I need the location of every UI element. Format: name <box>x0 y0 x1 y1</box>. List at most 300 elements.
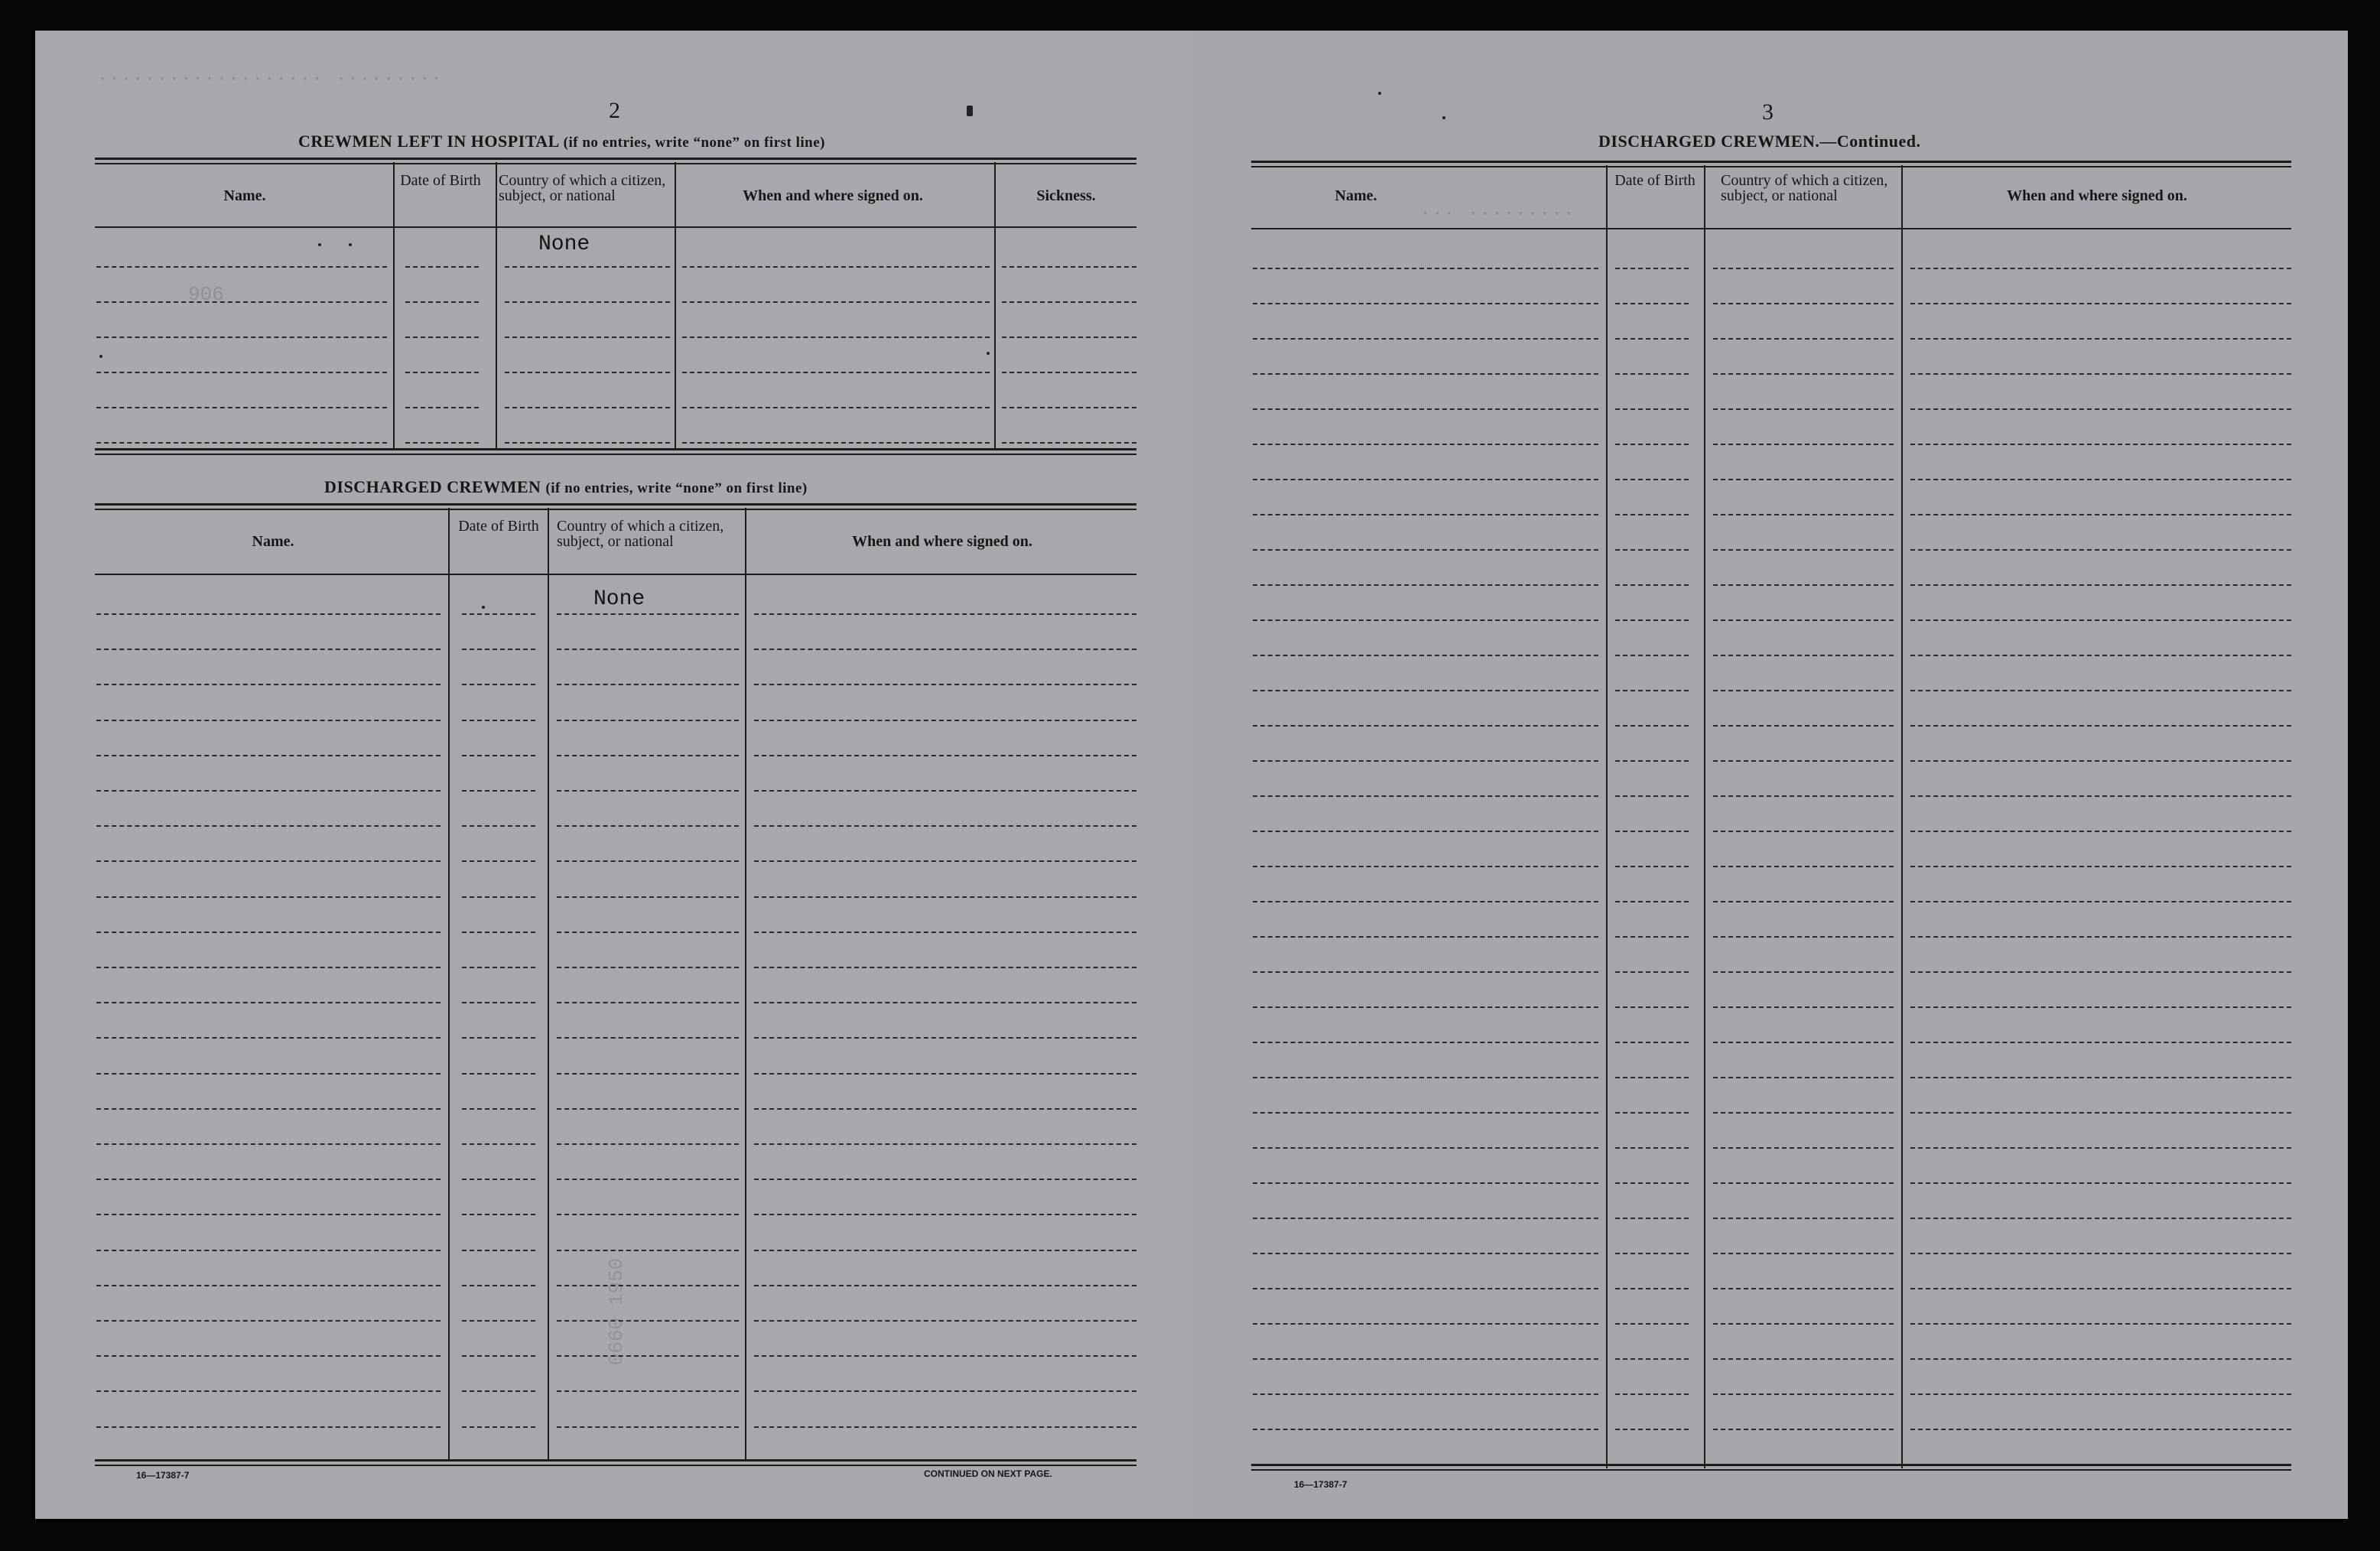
entry-line <box>1002 442 1136 444</box>
entry-line <box>462 649 535 650</box>
discharged-top-rule <box>95 503 1136 506</box>
entry-line <box>1713 936 1894 938</box>
entry-line <box>1615 549 1689 551</box>
entry-line <box>1713 1393 1894 1395</box>
entry-line <box>96 684 441 685</box>
entry-line <box>405 337 479 338</box>
discharged-divider <box>745 508 746 1461</box>
entry-line <box>1253 760 1598 762</box>
entry-line <box>1615 619 1689 621</box>
entry-line <box>1253 795 1598 797</box>
entry-line <box>462 1355 535 1357</box>
entry-line <box>462 684 535 685</box>
entry-line <box>682 337 990 338</box>
entry-line <box>505 301 670 303</box>
entry-line <box>754 932 1136 933</box>
entry-line <box>96 613 441 615</box>
entry-line <box>1615 1288 1689 1289</box>
entry-line <box>462 790 535 792</box>
entry-line <box>1253 1323 1598 1325</box>
entry-line <box>1253 1288 1598 1289</box>
entry-line <box>1713 1147 1894 1149</box>
ink-speck <box>1378 92 1381 95</box>
entry-line <box>557 1002 739 1003</box>
entry-line <box>1910 479 2291 480</box>
entry-line <box>505 372 670 373</box>
entry-line <box>754 1250 1136 1251</box>
continued-header-rule <box>1251 228 2291 229</box>
entry-line <box>1615 1218 1689 1219</box>
discharged-divider <box>448 508 450 1461</box>
entry-line <box>1002 337 1136 338</box>
entry-line <box>1713 831 1894 832</box>
entry-line <box>1713 1253 1894 1254</box>
entry-line <box>96 442 387 444</box>
entry-line <box>557 649 739 650</box>
entry-line <box>1713 444 1894 445</box>
entry-line <box>557 1179 739 1180</box>
entry-line <box>1253 303 1598 304</box>
entry-line <box>1910 444 2291 445</box>
entry-line <box>462 860 535 862</box>
form-number: 16—17387-7 <box>136 1470 190 1481</box>
entry-line <box>754 1002 1136 1003</box>
entry-line <box>1910 338 2291 340</box>
entry-line <box>1253 831 1598 832</box>
entry-line <box>1253 584 1598 586</box>
entry-line <box>1713 1112 1894 1114</box>
entry-line <box>1615 1112 1689 1114</box>
entry-line <box>1910 795 2291 797</box>
entry-line <box>1615 1147 1689 1149</box>
entry-line <box>754 860 1136 862</box>
entry-line <box>1615 479 1689 480</box>
entry-line <box>96 1355 441 1357</box>
entry-line <box>1910 971 2291 973</box>
entry-line <box>557 825 739 827</box>
discharged-header-rule <box>95 574 1136 575</box>
entry-line <box>405 266 479 268</box>
entry-line <box>1615 901 1689 902</box>
entry-line <box>1615 936 1689 938</box>
entry-line <box>1253 1147 1598 1149</box>
entry-line <box>1615 1042 1689 1043</box>
entry-line <box>1910 1112 2291 1114</box>
entry-line <box>1910 866 2291 867</box>
entry-line <box>1713 1006 1894 1008</box>
entry-line <box>1253 725 1598 727</box>
entry-line <box>1713 373 1894 375</box>
entry-line <box>96 1037 441 1039</box>
entry-line <box>462 896 535 898</box>
page-number: 3 <box>1762 99 1774 125</box>
entry-line <box>1713 303 1894 304</box>
entry-line <box>557 1037 739 1039</box>
entry-line <box>462 1214 535 1215</box>
entry-line <box>557 1390 739 1392</box>
entry-line <box>1253 479 1598 480</box>
entry-line <box>1615 444 1689 445</box>
entry-line <box>1253 268 1598 269</box>
entry-line <box>1002 301 1136 303</box>
entry-line <box>1615 373 1689 375</box>
entry-line <box>682 372 990 373</box>
entry-line <box>405 301 479 303</box>
entry-line <box>754 649 1136 650</box>
entry-line <box>1713 1429 1894 1430</box>
entry-line <box>462 1179 535 1180</box>
entry-line <box>754 1355 1136 1357</box>
entry-line <box>557 1143 739 1145</box>
hospital-divider <box>994 162 996 448</box>
entry-line <box>96 649 441 650</box>
continued-divider <box>1704 165 1705 1468</box>
entry-line <box>1253 901 1598 902</box>
entry-line <box>505 407 670 408</box>
ink-speck <box>987 352 990 355</box>
entry-line <box>1910 655 2291 656</box>
entry-line <box>96 967 441 968</box>
entry-line <box>1253 1253 1598 1254</box>
entry-line <box>1253 936 1598 938</box>
entry-line <box>1713 655 1894 656</box>
entry-line <box>1615 408 1689 410</box>
entry-line <box>1253 1077 1598 1078</box>
entry-line <box>754 896 1136 898</box>
entry-line <box>1713 268 1894 269</box>
hospital-header-rule <box>95 226 1136 228</box>
entry-line <box>1910 1323 2291 1325</box>
entry-line <box>682 266 990 268</box>
entry-line <box>96 896 441 898</box>
entry-line <box>557 932 739 933</box>
hospital-divider <box>393 162 395 448</box>
entry-line <box>1253 1393 1598 1395</box>
entry-line <box>1253 338 1598 340</box>
entry-line <box>1615 971 1689 973</box>
entry-line <box>754 1108 1136 1110</box>
continued-divider <box>1606 165 1608 1468</box>
entry-line <box>1253 690 1598 691</box>
entry-line <box>557 1320 739 1322</box>
entry-line <box>1910 936 2291 938</box>
continued-col-country: Country of which a citizen, subject, or national <box>1721 172 1888 204</box>
entry-line <box>1713 971 1894 973</box>
entry-line <box>1713 1182 1894 1184</box>
ink-speck <box>349 243 352 246</box>
entry-line <box>96 1179 441 1180</box>
discharged-col-birth: Date of Birth <box>458 518 539 535</box>
continued-col-name: Name. <box>1335 187 1377 204</box>
entry-line <box>754 1320 1136 1322</box>
left-page <box>35 31 1190 1519</box>
entry-line <box>754 1426 1136 1428</box>
entry-line <box>1910 1077 2291 1078</box>
discharged-section-title: DISCHARGED CREWMEN (if no entries, write “none” on first line) <box>324 477 808 496</box>
entry-line <box>557 860 739 862</box>
entry-line <box>96 755 441 756</box>
entry-line <box>462 1037 535 1039</box>
entry-line <box>462 613 535 615</box>
entry-line <box>462 1285 535 1286</box>
entry-line <box>1713 408 1894 410</box>
ink-speck <box>318 243 321 246</box>
entry-line <box>754 1037 1136 1039</box>
entry-line <box>1002 266 1136 268</box>
discharged-col-country: Country of which a citizen, subject, or national <box>557 518 724 550</box>
entry-line <box>754 720 1136 721</box>
ink-speck <box>967 106 973 116</box>
entry-line <box>1253 373 1598 375</box>
entry-line <box>96 1143 441 1145</box>
entry-line <box>462 720 535 721</box>
entry-line <box>462 1250 535 1251</box>
entry-line <box>754 1143 1136 1145</box>
entry-line <box>1615 584 1689 586</box>
entry-line <box>1713 479 1894 480</box>
entry-line <box>557 1426 739 1428</box>
entry-line <box>96 337 387 338</box>
entry-line <box>462 932 535 933</box>
entry-line <box>1910 901 2291 902</box>
entry-line <box>505 337 670 338</box>
entry-line <box>1615 268 1689 269</box>
hospital-col-signed: When and where signed on. <box>743 187 923 204</box>
entry-line <box>1713 1077 1894 1078</box>
entry-line <box>405 442 479 444</box>
entry-line <box>1910 1393 2291 1395</box>
entry-line <box>1910 514 2291 515</box>
entry-line <box>462 825 535 827</box>
entry-line <box>754 967 1136 968</box>
entry-line <box>1910 619 2291 621</box>
entry-line <box>1253 1112 1598 1114</box>
entry-line <box>1910 1288 2291 1289</box>
entry-line <box>754 684 1136 685</box>
entry-line <box>682 442 990 444</box>
entry-line <box>1615 1393 1689 1395</box>
entry-line <box>1615 866 1689 867</box>
bleed-through-stamp: 0660 1950 <box>605 1257 629 1366</box>
entry-line <box>462 755 535 756</box>
entry-line <box>1910 725 2291 727</box>
entry-line <box>1910 268 2291 269</box>
discharged-col-name: Name. <box>252 533 294 550</box>
entry-line <box>462 1108 535 1110</box>
entry-line <box>1253 444 1598 445</box>
entry-line <box>557 720 739 721</box>
continued-top-rule <box>1251 161 2291 163</box>
entry-line <box>754 613 1136 615</box>
entry-line <box>96 266 387 268</box>
entry-line <box>1910 1042 2291 1043</box>
entry-line <box>1713 866 1894 867</box>
entry-line <box>1253 655 1598 656</box>
entry-line <box>557 1214 739 1215</box>
hospital-bottom-rule <box>95 448 1136 450</box>
entry-line <box>754 825 1136 827</box>
entry-line <box>1713 549 1894 551</box>
entry-line <box>1910 1147 2291 1149</box>
continued-col-birth: Date of Birth <box>1614 172 1696 189</box>
entry-line <box>754 1214 1136 1215</box>
entry-line <box>96 932 441 933</box>
entry-line <box>754 755 1136 756</box>
entry-line <box>1615 1358 1689 1360</box>
entry-line <box>96 1108 441 1110</box>
entry-line <box>1910 760 2291 762</box>
entry-line <box>462 1002 535 1003</box>
entry-line <box>557 1285 739 1286</box>
hospital-col-sickness: Sickness. <box>1036 187 1096 204</box>
entry-line <box>96 1073 441 1075</box>
entry-line <box>1615 1323 1689 1325</box>
entry-line <box>1713 1358 1894 1360</box>
entry-line <box>1910 373 2291 375</box>
entry-line <box>557 1250 739 1251</box>
entry-line <box>1713 760 1894 762</box>
discharged-none-entry: None <box>593 587 645 611</box>
entry-line <box>754 1073 1136 1075</box>
entry-line <box>1253 619 1598 621</box>
entry-line <box>96 720 441 721</box>
continued-divider <box>1901 165 1903 1468</box>
entry-line <box>1615 690 1689 691</box>
discharged-bottom-rule <box>95 1459 1136 1462</box>
entry-line <box>405 407 479 408</box>
entry-line <box>96 1214 441 1215</box>
bleed-through-text: ··· ········· <box>1419 202 1575 225</box>
entry-line <box>754 790 1136 792</box>
entry-line <box>1713 584 1894 586</box>
entry-line <box>1910 1253 2291 1254</box>
entry-line <box>1713 725 1894 727</box>
entry-line <box>1615 725 1689 727</box>
entry-line <box>557 613 739 615</box>
entry-line <box>1910 1182 2291 1184</box>
entry-line <box>96 407 387 408</box>
entry-line <box>462 1073 535 1075</box>
form-number: 16—17387-7 <box>1294 1479 1348 1490</box>
entry-line <box>1253 1042 1598 1043</box>
continued-note: CONTINUED ON NEXT PAGE. <box>924 1468 1052 1479</box>
entry-line <box>1910 1358 2291 1360</box>
entry-line <box>1713 1288 1894 1289</box>
entry-line <box>96 1426 441 1428</box>
entry-line <box>96 825 441 827</box>
entry-line <box>1615 795 1689 797</box>
entry-line <box>1713 1218 1894 1219</box>
entry-line <box>1253 971 1598 973</box>
right-page <box>1190 31 2348 1519</box>
entry-line <box>96 1320 441 1322</box>
entry-line <box>1002 407 1136 408</box>
entry-line <box>557 967 739 968</box>
continued-bottom-rule <box>1251 1464 2291 1466</box>
entry-line <box>1713 1323 1894 1325</box>
discharged-continued-title: DISCHARGED CREWMEN.—Continued. <box>1598 132 1921 151</box>
entry-line <box>96 1002 441 1003</box>
discharged-divider <box>548 508 549 1461</box>
entry-line <box>557 1108 739 1110</box>
entry-line <box>1615 1182 1689 1184</box>
page-number: 2 <box>609 98 620 123</box>
hospital-divider <box>496 162 497 448</box>
entry-line <box>96 1390 441 1392</box>
entry-line <box>96 1250 441 1251</box>
entry-line <box>1253 1006 1598 1008</box>
ink-speck <box>1442 116 1445 119</box>
entry-line <box>96 1285 441 1286</box>
discharged-col-signed: When and where signed on. <box>852 533 1032 550</box>
entry-line <box>505 266 670 268</box>
hospital-top-rule <box>95 158 1136 160</box>
hospital-section-title: CREWMEN LEFT IN HOSPITAL (if no entries, write “none” on first line) <box>298 132 825 151</box>
bleed-through-text: ··················· ········· <box>96 67 443 90</box>
entry-line <box>96 790 441 792</box>
entry-line <box>1910 584 2291 586</box>
entry-line <box>1615 1006 1689 1008</box>
entry-line <box>1253 1358 1598 1360</box>
entry-line <box>1253 514 1598 515</box>
entry-line <box>682 301 990 303</box>
entry-line <box>1910 831 2291 832</box>
hospital-col-birth: Date of Birth <box>400 172 481 189</box>
entry-line <box>557 684 739 685</box>
hospital-col-country: Country of which a citizen, subject, or national <box>499 172 666 204</box>
entry-line <box>1910 303 2291 304</box>
entry-line <box>1253 1218 1598 1219</box>
entry-line <box>1615 338 1689 340</box>
entry-line <box>462 1390 535 1392</box>
entry-line <box>1910 1006 2291 1008</box>
entry-line <box>557 1355 739 1357</box>
entry-line <box>1615 655 1689 656</box>
entry-line <box>1910 549 2291 551</box>
entry-line <box>1253 866 1598 867</box>
entry-line <box>1253 408 1598 410</box>
entry-line <box>1002 372 1136 373</box>
entry-line <box>405 372 479 373</box>
bleed-through-text: 906 <box>188 283 224 306</box>
entry-line <box>1713 338 1894 340</box>
entry-line <box>1910 690 2291 691</box>
entry-line <box>754 1179 1136 1180</box>
entry-line <box>462 1320 535 1322</box>
entry-line <box>505 442 670 444</box>
entry-line <box>96 860 441 862</box>
entry-line <box>1615 514 1689 515</box>
entry-line <box>1253 1182 1598 1184</box>
entry-line <box>1253 1429 1598 1430</box>
entry-line <box>682 407 990 408</box>
entry-line <box>1713 795 1894 797</box>
entry-line <box>1910 1429 2291 1430</box>
entry-line <box>96 301 387 303</box>
entry-line <box>1615 1077 1689 1078</box>
entry-line <box>557 1073 739 1075</box>
entry-line <box>1910 1218 2291 1219</box>
ink-speck <box>482 606 485 609</box>
entry-line <box>1615 1429 1689 1430</box>
entry-line <box>1253 549 1598 551</box>
continued-col-signed: When and where signed on. <box>2007 187 2187 204</box>
hospital-col-name: Name. <box>223 187 266 204</box>
entry-line <box>1615 303 1689 304</box>
entry-line <box>1615 831 1689 832</box>
entry-line <box>462 1426 535 1428</box>
entry-line <box>754 1390 1136 1392</box>
